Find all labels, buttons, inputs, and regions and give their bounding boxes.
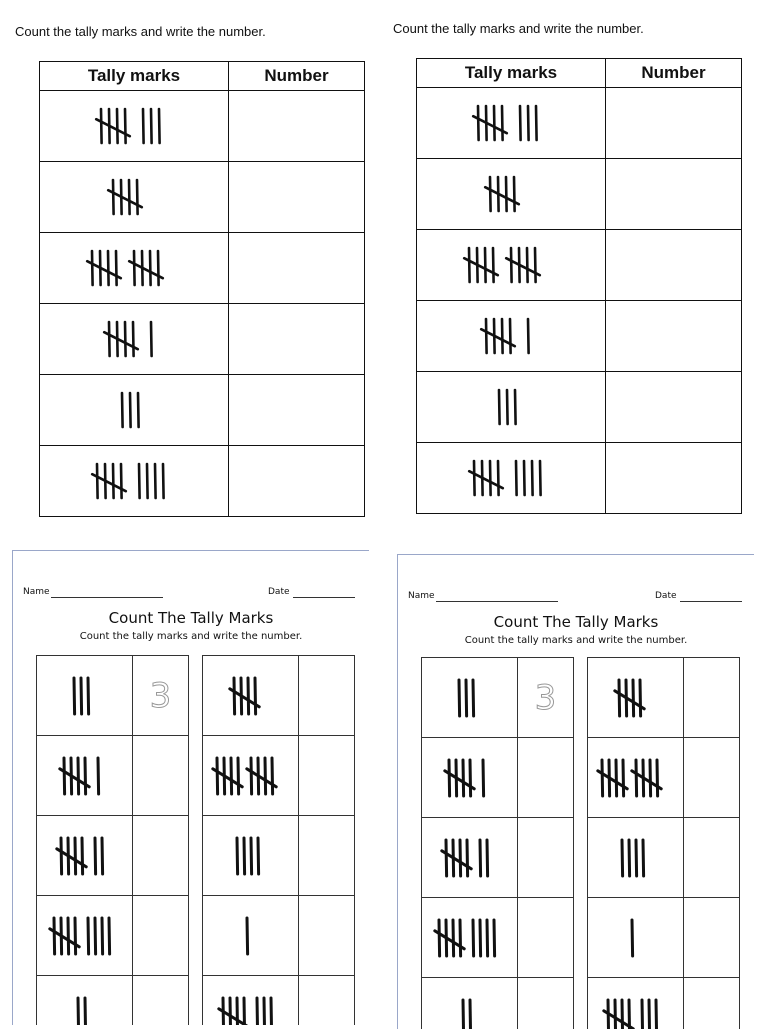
tally-cell: [37, 736, 133, 816]
tally-marks-icon: [474, 102, 548, 144]
answer-cell[interactable]: [518, 738, 574, 818]
tally-marks-icon: [93, 460, 175, 502]
table-row: [37, 816, 189, 896]
number-answer-cell[interactable]: [606, 301, 742, 372]
tally-cell: [588, 978, 684, 1029]
table-row: [417, 372, 742, 443]
header-number: Number: [606, 59, 742, 88]
tally-cell: [417, 88, 606, 159]
table-row: [203, 736, 355, 816]
tally-marks-icon: [618, 836, 654, 880]
table-row: [588, 818, 740, 898]
table-row: [203, 656, 355, 736]
tally-grid-left: [421, 657, 574, 1029]
tally-table: [416, 58, 742, 514]
table-row: [588, 738, 740, 818]
tally-cell: [417, 230, 606, 301]
answer-cell[interactable]: [299, 656, 355, 736]
tally-marks-icon: [57, 834, 113, 878]
tally-cell: [37, 896, 133, 976]
worksheet-title: Count The Tally Marks: [13, 609, 369, 627]
tally-cell: [203, 976, 299, 1026]
answer-cell[interactable]: [133, 816, 189, 896]
number-answer-cell[interactable]: [229, 375, 365, 446]
number-answer-cell[interactable]: [606, 159, 742, 230]
tally-cell: [417, 372, 606, 443]
table-row: [40, 375, 365, 446]
tally-marks-icon: [109, 176, 159, 218]
tally-cell: [37, 816, 133, 896]
number-answer-cell[interactable]: [229, 304, 365, 375]
header-tally-marks: Tally marks: [40, 62, 229, 91]
tally-marks-icon: [219, 994, 282, 1026]
tally-table: [39, 61, 365, 517]
tally-cell: [40, 304, 229, 375]
table-row: [40, 162, 365, 233]
answer-cell[interactable]: [299, 896, 355, 976]
tally-marks-icon: [615, 676, 657, 720]
tally-marks-icon: [50, 914, 120, 958]
tally-marks-icon: [435, 916, 505, 960]
table-row: [37, 896, 189, 976]
tally-cell: [203, 816, 299, 896]
tally-marks-icon: [230, 674, 272, 718]
header-tally-marks: Tally marks: [417, 59, 606, 88]
number-answer-cell[interactable]: [606, 372, 742, 443]
tally-cell: [422, 658, 518, 738]
tally-cell: [37, 976, 133, 1026]
answer-cell[interactable]: [133, 656, 189, 736]
number-answer-cell[interactable]: [229, 162, 365, 233]
tally-marks-icon: [118, 389, 150, 431]
tally-marks-icon: [70, 674, 99, 718]
answer-cell[interactable]: [518, 898, 574, 978]
worksheet-subtitle: Count the tally marks and write the number.: [398, 635, 754, 646]
table-row: [203, 896, 355, 976]
name-line: [51, 597, 163, 598]
number-answer-cell[interactable]: [606, 88, 742, 159]
tally-marks-icon: [455, 676, 484, 720]
number-answer-cell[interactable]: [229, 233, 365, 304]
answer-cell[interactable]: [684, 658, 740, 738]
tally-marks-icon: [442, 836, 498, 880]
table-row: [40, 233, 365, 304]
tally-cell: [422, 818, 518, 898]
table-row: [422, 818, 574, 898]
table-row: [203, 976, 355, 1026]
tally-marks-icon: [486, 173, 536, 215]
table-row: [422, 738, 574, 818]
name-line: [436, 601, 558, 602]
tally-cell: [422, 898, 518, 978]
number-answer-cell[interactable]: [229, 446, 365, 517]
tally-cell: [40, 91, 229, 162]
tally-grid-left: [36, 655, 189, 1025]
tally-cell: [417, 301, 606, 372]
example-traced-number: 3: [535, 678, 557, 718]
worksheet-bottom-right: [397, 554, 754, 1029]
name-label: Name: [408, 591, 435, 601]
table-row: [588, 658, 740, 738]
table-row: [417, 159, 742, 230]
tally-cell: [588, 658, 684, 738]
answer-cell[interactable]: [518, 978, 574, 1029]
tally-marks-icon: [60, 754, 109, 798]
answer-cell[interactable]: [684, 898, 740, 978]
table-row: [417, 230, 742, 301]
tally-marks-icon: [97, 105, 171, 147]
answer-cell[interactable]: [684, 818, 740, 898]
tally-cell: [37, 656, 133, 736]
table-row: [417, 301, 742, 372]
table-row: [37, 976, 189, 1026]
tally-cell: [588, 738, 684, 818]
answer-cell[interactable]: [133, 896, 189, 976]
table-row: [588, 898, 740, 978]
table-row: [422, 898, 574, 978]
tally-marks-icon: [88, 247, 180, 289]
tally-marks-icon: [470, 457, 552, 499]
header-number: Number: [229, 62, 365, 91]
tally-cell: [588, 818, 684, 898]
tally-cell: [422, 978, 518, 1029]
date-line: [293, 597, 355, 598]
answer-cell[interactable]: [133, 976, 189, 1026]
tally-cell: [588, 898, 684, 978]
number-answer-cell[interactable]: [229, 91, 365, 162]
example-traced-number: 3: [150, 676, 172, 716]
tally-marks-icon: [243, 914, 258, 958]
answer-cell[interactable]: [299, 816, 355, 896]
tally-marks-icon: [213, 754, 289, 798]
answer-cell[interactable]: [684, 978, 740, 1029]
table-row: [422, 658, 574, 738]
tally-cell: [203, 896, 299, 976]
worksheet-title: Count The Tally Marks: [398, 613, 754, 631]
answer-cell[interactable]: [518, 818, 574, 898]
table-row: [40, 304, 365, 375]
tally-cell: [203, 656, 299, 736]
number-answer-cell[interactable]: [606, 230, 742, 301]
date-line: [680, 601, 742, 602]
tally-marks-icon: [495, 386, 527, 428]
tally-cell: [40, 375, 229, 446]
tally-cell: [40, 446, 229, 517]
tally-grid-right: [202, 655, 355, 1025]
table-row: [37, 736, 189, 816]
tally-marks-icon: [482, 315, 540, 357]
table-row: [203, 816, 355, 896]
tally-cell: [40, 162, 229, 233]
tally-marks-icon: [628, 916, 643, 960]
date-label: Date: [268, 587, 290, 597]
table-row: [37, 656, 189, 736]
tally-marks-icon: [74, 994, 96, 1026]
name-label: Name: [23, 587, 50, 597]
answer-cell[interactable]: [684, 738, 740, 818]
table-row: [588, 978, 740, 1029]
table-row: [417, 443, 742, 514]
instruction-text: Count the tally marks and write the number.: [15, 24, 266, 39]
tally-marks-icon: [465, 244, 557, 286]
tally-cell: [417, 443, 606, 514]
tally-cell: [203, 736, 299, 816]
answer-cell[interactable]: [133, 736, 189, 816]
answer-cell[interactable]: [299, 976, 355, 1026]
table-row: [417, 88, 742, 159]
table-row: [40, 446, 365, 517]
worksheet-subtitle: Count the tally marks and write the number.: [13, 631, 369, 642]
table-row: [422, 978, 574, 1029]
tally-marks-icon: [233, 834, 269, 878]
tally-marks-icon: [105, 318, 163, 360]
instruction-text: Count the tally marks and write the number.: [393, 21, 644, 36]
tally-marks-icon: [445, 756, 494, 800]
worksheet-bottom-left: [12, 550, 369, 1025]
table-row: [40, 91, 365, 162]
tally-cell: [417, 159, 606, 230]
date-label: Date: [655, 591, 677, 601]
answer-cell[interactable]: [518, 658, 574, 738]
answer-cell[interactable]: [299, 736, 355, 816]
tally-cell: [422, 738, 518, 818]
tally-marks-icon: [598, 756, 674, 800]
tally-grid-right: [587, 657, 740, 1029]
tally-cell: [40, 233, 229, 304]
number-answer-cell[interactable]: [606, 443, 742, 514]
